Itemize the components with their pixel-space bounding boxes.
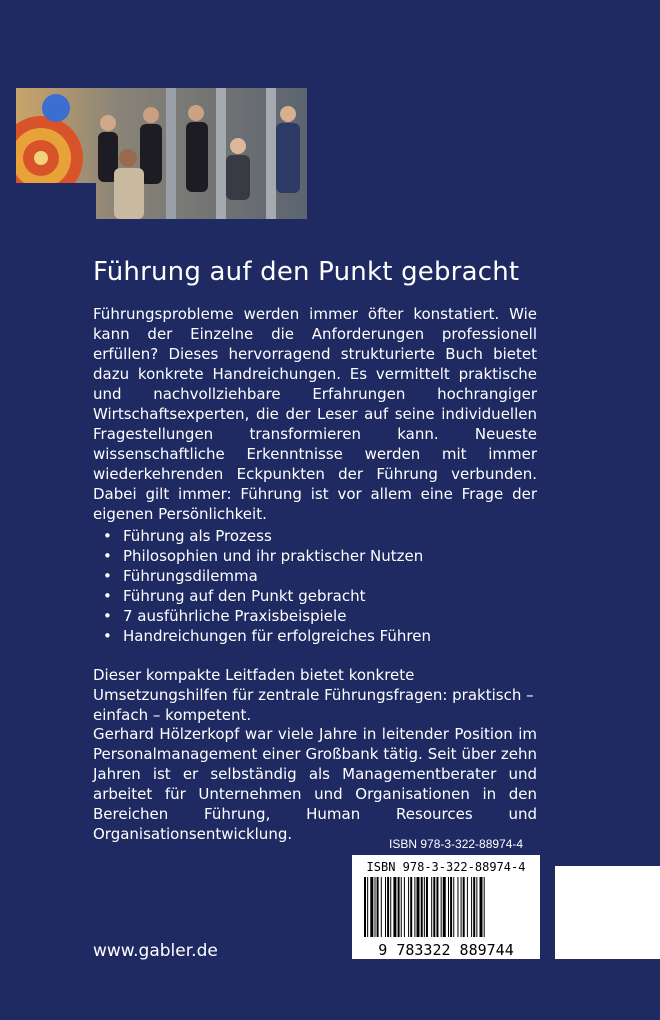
barcode-bar	[398, 877, 400, 937]
list-item: • 7 ausführliche Praxisbeispiele	[103, 606, 431, 626]
list-item: • Führung auf den Punkt gebracht	[103, 586, 431, 606]
barcode	[352, 855, 540, 959]
barcode-bar	[404, 877, 405, 937]
barcode-bar	[453, 877, 454, 937]
author-bio: Gerhard Hölzerkopf war viele Jahre in leitender Position im Personalmanagement einer Großbank tätig. Seit über zehn Jahren ist er selbständig als Managementberater und arbeitet für Unternehmen und Organisationen in den Bereichen Führung, Human Resources und Organisationsentwicklung.	[93, 725, 537, 843]
barcode-bar	[484, 877, 485, 937]
feature-list	[103, 526, 431, 646]
barcode-bar	[457, 877, 458, 937]
barcode-bar	[375, 877, 376, 937]
barcode-bar	[443, 877, 446, 937]
barcode-bar	[401, 877, 402, 937]
barcode-bar	[377, 877, 379, 937]
barcode-bar	[433, 877, 435, 937]
barcode-digits: 9 783322 889744	[378, 941, 514, 959]
barcode-bar	[424, 877, 425, 937]
barcode-bar	[381, 877, 382, 937]
list-item: • Führung als Prozess	[103, 526, 431, 546]
list-item: • Führungsdilemma	[103, 566, 431, 586]
barcode-bar	[436, 877, 438, 937]
barcode-bar	[421, 877, 423, 937]
list-item: • Handreichungen für erfolgreiches Führen	[103, 626, 431, 646]
barcode-bar	[471, 877, 472, 937]
isbn-label: ISBN 978-3-322-88974-4	[389, 837, 524, 851]
barcode-bar	[393, 877, 396, 937]
barcode-bar	[408, 877, 409, 937]
list-item: • Philosophien und ihr praktischer Nutzen	[103, 546, 431, 566]
white-label-area	[555, 866, 660, 959]
barcode-bar	[370, 877, 373, 937]
intro-paragraph: Führungsprobleme werden immer öfter konstatiert. Wie kann der Einzelne die Anforderungen professionell erfüllen? Dieses hervorragend strukturierte Buch bietet dazu konkrete Handreichungen. Es vermittelt praktische und nachvollziehbare Erfahrungen hochrangiger Wirtschaftsexperten, die der Leser auf seine individuellen Fragestellungen transformieren kann. Neueste wissenschaftliche Erkenntnisse werden mit immer wiederkehrenden Eckpunkten der Führung verbunden. Dabei gilt immer: Führung ist vor allem eine Frage der eigenen Persönlichkeit.	[93, 305, 537, 523]
barcode-bar	[390, 877, 391, 937]
barcode-bar	[463, 877, 465, 937]
barcode-top-text: ISBN 978-3-322-88974-4	[366, 860, 526, 874]
barcode-bar	[367, 877, 368, 937]
barcode-bar	[426, 877, 428, 937]
barcode-bar	[387, 877, 389, 937]
barcode-bar	[476, 877, 477, 937]
barcode-bar	[431, 877, 432, 937]
barcode-bar	[410, 877, 412, 937]
summary-paragraph: Dieser kompakte Leitfaden bietet konkrete Umsetzungshilfen für zentrale Führungsfragen: praktisch – einfach – kompetent.	[93, 666, 534, 724]
barcode-bar	[467, 877, 468, 937]
barcode-bar	[414, 877, 415, 937]
barcode-bar	[364, 877, 366, 937]
barcode-bar	[450, 877, 452, 937]
barcode-bar	[441, 877, 442, 937]
photo-corner-cutout	[16, 183, 96, 219]
barcode-icon	[352, 855, 540, 959]
barcode-bar	[480, 877, 483, 937]
barcode-bar	[461, 877, 462, 937]
barcode-bar	[417, 877, 420, 937]
barcode-bar	[448, 877, 449, 937]
barcode-bar	[473, 877, 475, 937]
headline: Führung auf den Punkt gebracht	[93, 257, 520, 287]
website-link[interactable]: www.gabler.de	[93, 941, 218, 961]
barcode-bar	[385, 877, 386, 937]
